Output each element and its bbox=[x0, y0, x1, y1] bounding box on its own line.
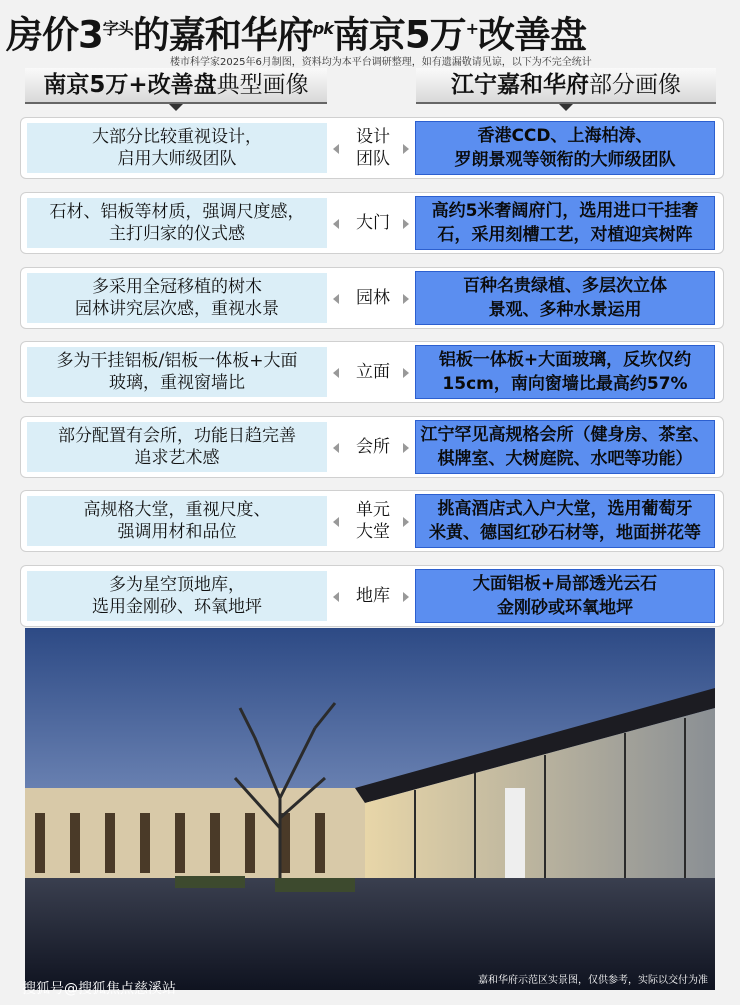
project-profile-cell: 铝板一体板+大面玻璃，反坎仅约 15cm，南向窗墙比最高约57% bbox=[415, 345, 715, 399]
left-column-header: 南京5万+改善盘典型画像 bbox=[25, 68, 327, 104]
category-label: 大门 bbox=[356, 213, 390, 233]
watermark: 搜狐号@搜狐焦点慈溪站 bbox=[22, 981, 176, 997]
category-label: 单元 大堂 bbox=[356, 500, 390, 542]
right-column-header: 江宁嘉和华府部分画像 bbox=[416, 68, 716, 104]
arrow-right-icon bbox=[403, 368, 409, 378]
arrow-left-icon bbox=[333, 592, 339, 602]
comparison-row bbox=[20, 565, 724, 627]
arrow-right-icon bbox=[403, 443, 409, 453]
page-title: 房价$3^{字头}$的嘉和华府$^{pk}$南京5万+改善盘 bbox=[6, 13, 587, 57]
project-profile-cell: 百种名贵绿植、多层次立体 景观、多种水景运用 bbox=[415, 271, 715, 325]
category-label: 会所 bbox=[356, 437, 390, 457]
arrow-right-icon bbox=[403, 144, 409, 154]
photo-caption: 嘉和华府示范区实景图，仅供参考，实际以交付为准 bbox=[478, 975, 708, 986]
project-profile-cell: 大面铝板+局部透光云石 金刚砂或环氧地坪 bbox=[415, 569, 715, 623]
comparison-row bbox=[20, 192, 724, 254]
category-label: 设计 团队 bbox=[356, 127, 390, 169]
arrow-left-icon bbox=[333, 144, 339, 154]
comparison-row bbox=[20, 267, 724, 329]
arrow-right-icon bbox=[403, 294, 409, 304]
comparison-row bbox=[20, 117, 724, 179]
page-subtitle: 楼市科学家2025年6月制图，资料均为本平台调研整理，如有遗漏敬请见谅，以下为不完全统计 bbox=[170, 57, 592, 68]
arrow-left-icon bbox=[333, 219, 339, 229]
category-label: 地库 bbox=[356, 586, 390, 606]
arrow-left-icon bbox=[333, 294, 339, 304]
project-profile-cell: 江宁罕见高规格会所（健身房、茶室、 棋牌室、大树庭院、水吧等功能） bbox=[415, 420, 715, 474]
arrow-left-icon bbox=[333, 517, 339, 527]
category-label: 立面 bbox=[356, 362, 390, 382]
typical-profile-cell: 多为星空顶地库， 选用金刚砂、环氧地坪 bbox=[27, 571, 327, 621]
typical-profile-cell: 多为干挂铝板/铝板一体板+大面 玻璃，重视窗墙比 bbox=[27, 347, 327, 397]
arrow-left-icon bbox=[333, 443, 339, 453]
arrow-right-icon bbox=[403, 517, 409, 527]
typical-profile-cell: 部分配置有会所，功能日趋完善 追求艺术感 bbox=[27, 422, 327, 472]
typical-profile-cell: 大部分比较重视设计， 启用大师级团队 bbox=[27, 123, 327, 173]
project-profile-cell: 高约5米奢阔府门，选用进口干挂奢 石，采用刻槽工艺，对植迎宾树阵 bbox=[415, 196, 715, 250]
comparison-row bbox=[20, 341, 724, 403]
demo-area-photo bbox=[25, 628, 715, 990]
typical-profile-cell: 多采用全冠移植的树木 园林讲究层次感，重视水景 bbox=[27, 273, 327, 323]
arrow-right-icon bbox=[403, 219, 409, 229]
typical-profile-cell: 高规格大堂，重视尺度、 强调用材和品位 bbox=[27, 496, 327, 546]
project-profile-cell: 香港CCD、上海柏涛、 罗朗景观等领衔的大师级团队 bbox=[415, 121, 715, 175]
typical-profile-cell: 石材、铝板等材质，强调尺度感， 主打归家的仪式感 bbox=[27, 198, 327, 248]
arrow-right-icon bbox=[403, 592, 409, 602]
category-label: 园林 bbox=[356, 288, 390, 308]
arrow-left-icon bbox=[333, 368, 339, 378]
project-profile-cell: 挑高酒店式入户大堂，选用葡萄牙 米黄、德国红砂石材等，地面拼花等 bbox=[415, 494, 715, 548]
comparison-row bbox=[20, 490, 724, 552]
comparison-row bbox=[20, 416, 724, 478]
